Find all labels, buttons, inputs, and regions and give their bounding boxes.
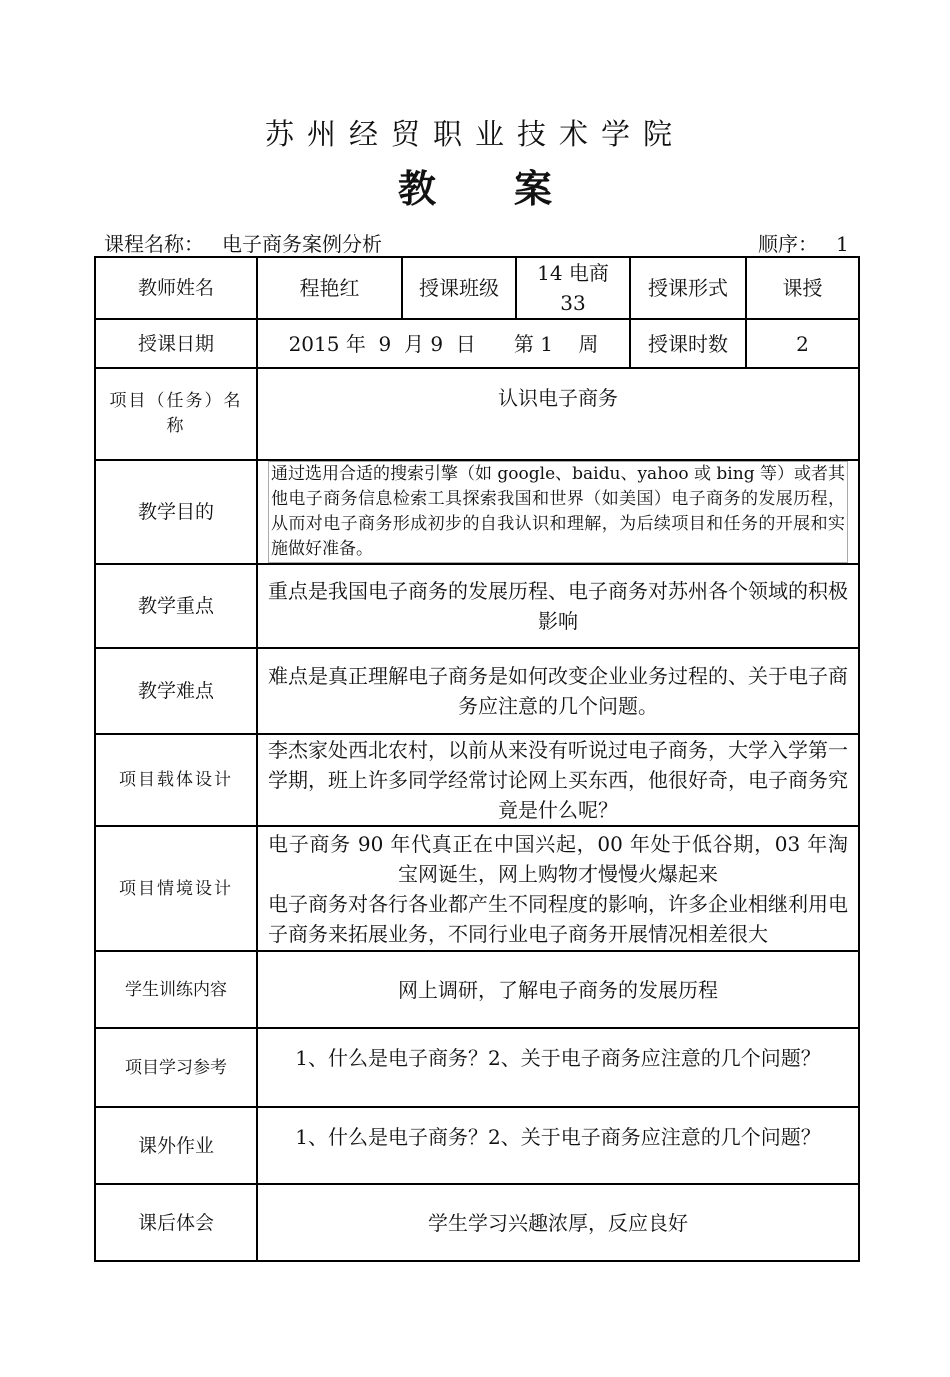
class-value: 14 电商 33: [516, 257, 630, 319]
table-row: [95, 319, 859, 368]
reflection-label: 课后体会: [95, 1184, 257, 1261]
table-row: [95, 460, 859, 564]
teacher-name-label: 教师姓名: [95, 257, 257, 319]
table-row: [95, 648, 859, 734]
focus-cell: [257, 564, 859, 648]
document-title: 教案: [397, 166, 630, 211]
project-name-value: 认识电子商务: [257, 368, 859, 460]
table-row: [95, 1107, 859, 1184]
class-label: 授课班级: [402, 257, 516, 319]
training-value: 网上调研，了解电子商务的发展历程: [257, 951, 859, 1028]
table-row: [95, 1028, 859, 1107]
table-row: [95, 826, 859, 951]
reflection-value: 学生学习兴趣浓厚，反应良好: [257, 1184, 859, 1261]
order-value: 1: [836, 232, 849, 256]
course-name: 电子商务案例分析: [222, 232, 382, 256]
order-label: 顺序：: [758, 232, 818, 256]
project-name-label: 项目（任务）名称: [95, 368, 257, 460]
date-label: 授课日期: [95, 319, 257, 368]
homework-label: 课外作业: [95, 1107, 257, 1184]
teacher-name-value: 程艳红: [257, 257, 402, 319]
difficulty-cell: [257, 648, 859, 734]
hours-label: 授课时数: [630, 319, 746, 368]
form-value: 课授: [746, 257, 859, 319]
hours-value: 2: [746, 319, 859, 368]
training-label: 学生训练内容: [95, 951, 257, 1028]
form-label: 授课形式: [630, 257, 746, 319]
difficulty-value: 难点是真正理解电子商务是如何改变企业业务过程的、关于电子商务应注意的几个问题。: [268, 664, 848, 718]
course-line: [104, 228, 382, 257]
goal-label: 教学目的: [95, 460, 257, 564]
scenario-value-1: 电子商务 90 年代真正在中国兴起，00 年处于低谷期，03 年淘宝网诞生，网上购物才慢慢火爆起来: [268, 831, 848, 886]
goal-cell: [257, 460, 859, 564]
order-line: [758, 228, 849, 257]
table-row: [95, 734, 859, 826]
homework-value: 1、什么是电子商务？2、关于电子商务应注意的几个问题？: [257, 1107, 859, 1184]
reference-label: 项目学习参考: [95, 1028, 257, 1107]
lesson-plan-table: [94, 256, 860, 1262]
carrier-label: 项目载体设计: [95, 734, 257, 826]
difficulty-label: 教学难点: [95, 648, 257, 734]
scenario-label: 项目情境设计: [95, 826, 257, 951]
focus-value: 重点是我国电子商务的发展历程、电子商务对苏州各个领域的积极影响: [268, 579, 848, 633]
scenario-cell: [257, 826, 859, 951]
table-row: [95, 368, 859, 460]
table-row: [95, 257, 859, 319]
reference-value: 1、什么是电子商务？2、关于电子商务应注意的几个问题？: [257, 1028, 859, 1107]
carrier-value: 李杰家处西北农村，以前从来没有听说过电子商务，大学入学第一学期，班上许多同学经常讨论网上买东西，他很好奇，电子商务究竟是什么呢？: [268, 738, 848, 822]
table-row: [95, 951, 859, 1028]
course-label: 课程名称：: [104, 232, 204, 256]
school-name: 苏州经贸职业技术学院: [264, 117, 685, 151]
table-row: [95, 564, 859, 648]
goal-value: 通过选用合适的搜索引擎（如 google、baidu、yahoo 或 bing 等）或者其他电子商务信息检索工具探索我国和世界（如美国）电子商务的发展历程，从而对电子商务形成初步的自我认识和理解，为后续项目和任务的开展和实施做好准备。: [268, 461, 848, 563]
table-row: [95, 1184, 859, 1261]
scenario-value-2: 电子商务对各行各业都产生不同程度的影响，许多企业相继利用电子商务来拓展业务，不同行业电子商务开展情况相差很大: [268, 891, 848, 946]
carrier-cell: [257, 734, 859, 826]
date-value: 2015 年 9 月 9 日 第 1 周: [257, 319, 630, 368]
focus-label: 教学重点: [95, 564, 257, 648]
